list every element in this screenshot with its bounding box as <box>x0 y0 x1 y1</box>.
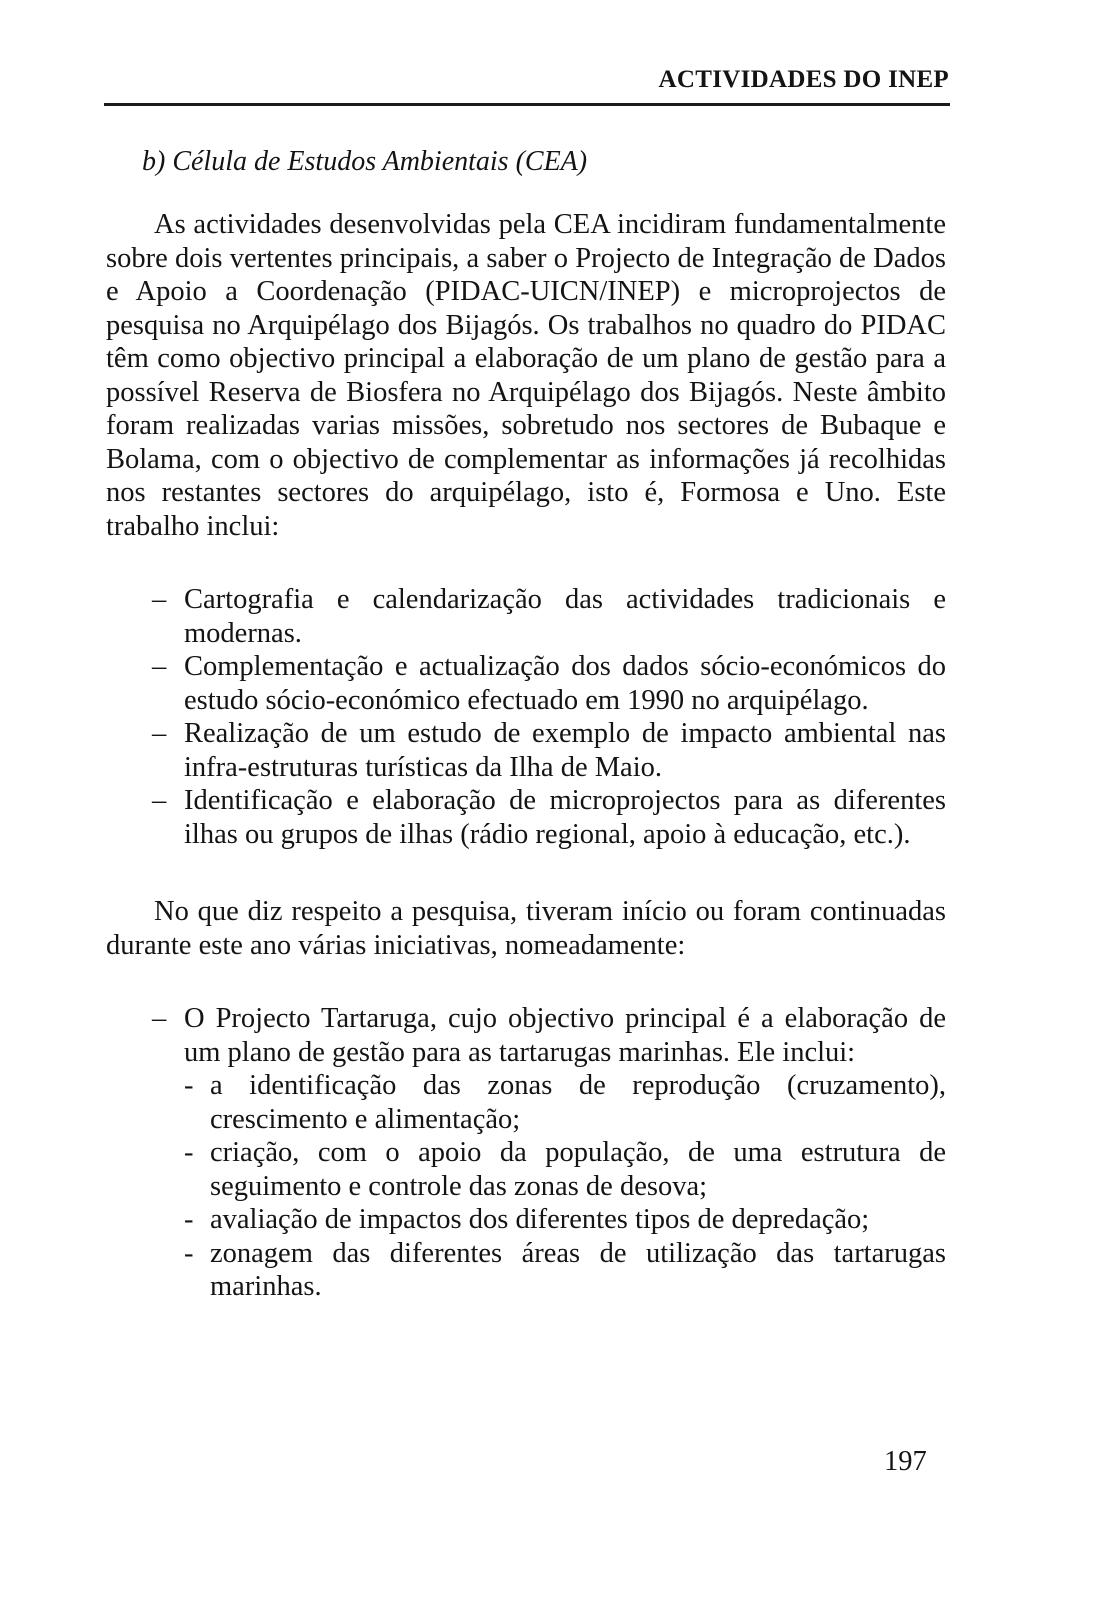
sub-list-item-text: a identificação das zonas de reprodução (cruzamento), crescimento e alimentação; <box>210 1070 946 1135</box>
dash-marker: – <box>152 584 167 615</box>
section-title: b) Célula de Estudos Ambientais (CEA) <box>142 146 588 177</box>
list-item <box>106 583 946 650</box>
hyphen-marker: - <box>184 1137 194 1168</box>
dash-marker: – <box>152 1003 167 1034</box>
tartaruga-sub-list <box>184 1069 946 1304</box>
paragraph-research: No que diz respeito a pesquisa, tiveram início ou foram continuadas durante este ano várias iniciativas, nomeadamente: <box>106 896 946 961</box>
page-content <box>106 144 946 1304</box>
work-items-list <box>106 583 946 851</box>
spacer <box>106 851 946 895</box>
page-number: 197 <box>884 1446 927 1477</box>
list-item <box>106 717 946 784</box>
list-item-text: Identificação e elaboração de microprojectos para as diferentes ilhas ou grupos de ilhas (rádio regional, apoio à educação, etc.). <box>184 785 946 850</box>
list-item-text: Complementação e actualização dos dados sócio-económicos do estudo sócio-económico efectuado em 1990 no arquipélago. <box>184 651 946 716</box>
sub-list-item <box>184 1069 946 1136</box>
sub-list-item <box>184 1136 946 1203</box>
list-item-text: Cartografia e calendarização das actividades tradicionais e modernas. <box>184 584 946 649</box>
list-item-tartaruga <box>106 1002 946 1304</box>
dash-marker: – <box>152 651 167 682</box>
list-item <box>106 650 946 717</box>
hyphen-marker: - <box>184 1204 194 1235</box>
research-items-list <box>106 1002 946 1304</box>
list-item-text: Realização de um estudo de exemplo de impacto ambiental nas infra-estruturas turísticas da Ilha de Maio. <box>184 718 946 783</box>
dash-marker: – <box>152 785 167 816</box>
list-item-text: O Projecto Tartaruga, cujo objectivo principal é a elaboração de um plano de gestão para as tartarugas marinhas. Ele inclui: <box>184 1003 946 1068</box>
sub-list-item-text: zonagem das diferentes áreas de utilização das tartarugas marinhas. <box>210 1237 946 1302</box>
hyphen-marker: - <box>184 1070 194 1101</box>
header-rule <box>104 103 950 106</box>
sub-list-item-text: avaliação de impactos dos diferentes tipos de depredação; <box>210 1204 870 1235</box>
dash-marker: – <box>152 718 167 749</box>
list-item <box>106 784 946 851</box>
sub-list-item-text: criação, com o apoio da população, de uma estrutura de seguimento e controle das zonas de desova; <box>210 1137 946 1202</box>
sub-list-item <box>184 1203 946 1237</box>
sub-list-item <box>184 1237 946 1304</box>
hyphen-marker: - <box>184 1237 194 1269</box>
paragraph-intro: As actividades desenvolvidas pela CEA incidiram fundamentalmente sobre dois vertentes principais, a saber o Projecto de Integração de Dados e Apoio a Coordenação (PIDAC-UICN/INEP) e microprojectos de pesquisa no Arquipélago dos Bijagós. Os trabalhos no quadro do PIDAC têm como objectivo principal a elaboração de um plano de gestão para a possível Reserva de Biosfera no Arquipélago dos Bijagós. Neste âmbito foram realizadas varias missões, sobretudo nos sectores de Bubaque e Bolama, com o objectivo de complementar as informações já recolhidas nos restantes sectores do arquipélago, isto é, Formosa e Uno. Este trabalho inclui: <box>106 209 946 542</box>
running-header: ACTIVIDADES DO INEP <box>658 66 949 93</box>
